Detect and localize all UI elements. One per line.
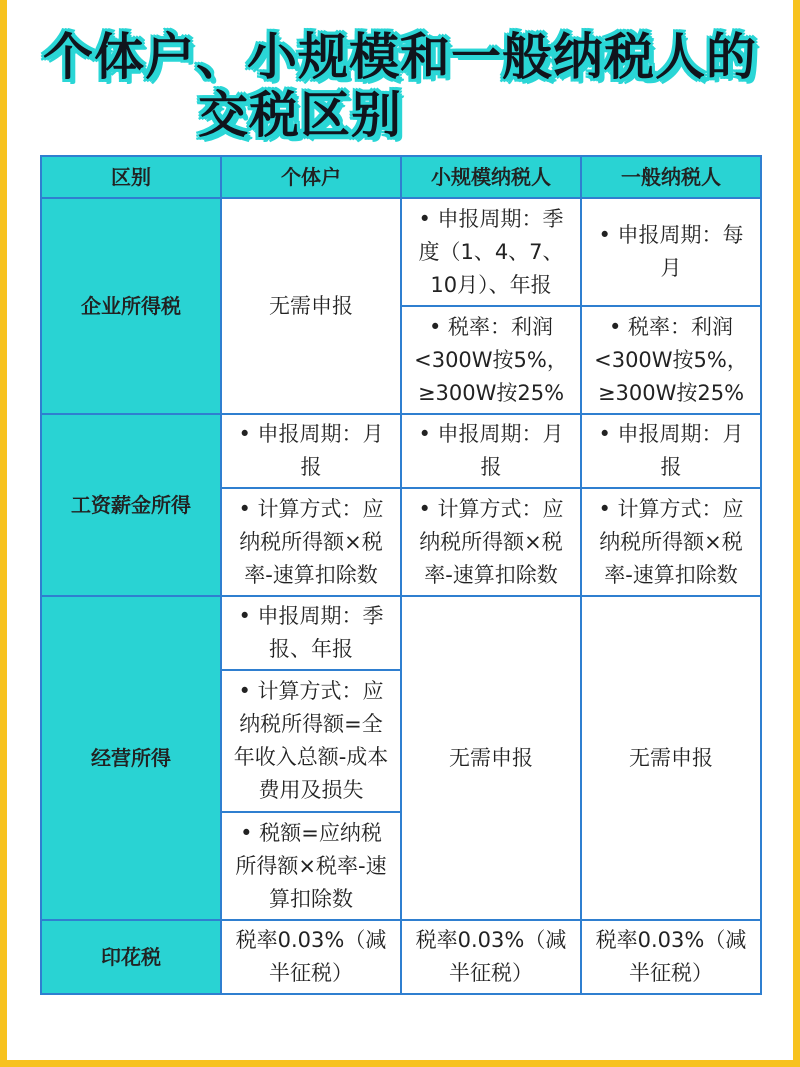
tax-comparison-table: [40, 155, 762, 995]
header-general-taxpayer: 一般纳税人: [581, 156, 761, 198]
cell-business-general: 无需申报: [581, 596, 761, 920]
row-label-wage-income: 工资薪金所得: [41, 414, 221, 596]
page-title-line1: 个体户、小规模和一般纳税人的: [43, 28, 757, 86]
table-row: [41, 596, 761, 670]
cell-business-individual-period: • 申报周期：季报、年报: [221, 596, 401, 670]
cell-stamp-small: 税率0.03%（减半征税）: [401, 920, 581, 994]
cell-wage-small-calc: • 计算方式：应纳税所得额×税率-速算扣除数: [401, 488, 581, 596]
cell-enterprise-general-period: • 申报周期：每月: [581, 198, 761, 306]
cell-business-individual-calc: • 计算方式：应纳税所得额=全年收入总额-成本费用及损失: [221, 670, 401, 812]
cell-business-small: 无需申报: [401, 596, 581, 920]
cell-business-individual-tax: • 税额=应纳税所得额×税率-速算扣除数: [221, 812, 401, 920]
cell-wage-general-calc: • 计算方式：应纳税所得额×税率-速算扣除数: [581, 488, 761, 596]
table-header-row: [41, 156, 761, 198]
header-individual: 个体户: [221, 156, 401, 198]
row-label-stamp-tax: 印花税: [41, 920, 221, 994]
cell-stamp-general: 税率0.03%（减半征税）: [581, 920, 761, 994]
row-label-enterprise-income-tax: 企业所得税: [41, 198, 221, 414]
cell-enterprise-general-rate: • 税率：利润<300W按5%，≥300W按25%: [581, 306, 761, 414]
cell-wage-individual-period: • 申报周期：月报: [221, 414, 401, 488]
table-row: [41, 198, 761, 306]
cell-wage-small-period: • 申报周期：月报: [401, 414, 581, 488]
cell-enterprise-small-period: • 申报周期：季度（1、4、7、10月）、年报: [401, 198, 581, 306]
cell-enterprise-individual: 无需申报: [221, 198, 401, 414]
cell-wage-general-period: • 申报周期：月报: [581, 414, 761, 488]
table-row: [41, 920, 761, 994]
row-label-business-income: 经营所得: [41, 596, 221, 920]
page-title-line2: 交税区别: [198, 86, 402, 144]
cell-wage-individual-calc: • 计算方式：应纳税所得额×税率-速算扣除数: [221, 488, 401, 596]
header-small-taxpayer: 小规模纳税人: [401, 156, 581, 198]
cell-enterprise-small-rate: • 税率：利润<300W按5%，≥300W按25%: [401, 306, 581, 414]
header-category: 区别: [41, 156, 221, 198]
cell-stamp-individual: 税率0.03%（减半征税）: [221, 920, 401, 994]
table-row: [41, 414, 761, 488]
